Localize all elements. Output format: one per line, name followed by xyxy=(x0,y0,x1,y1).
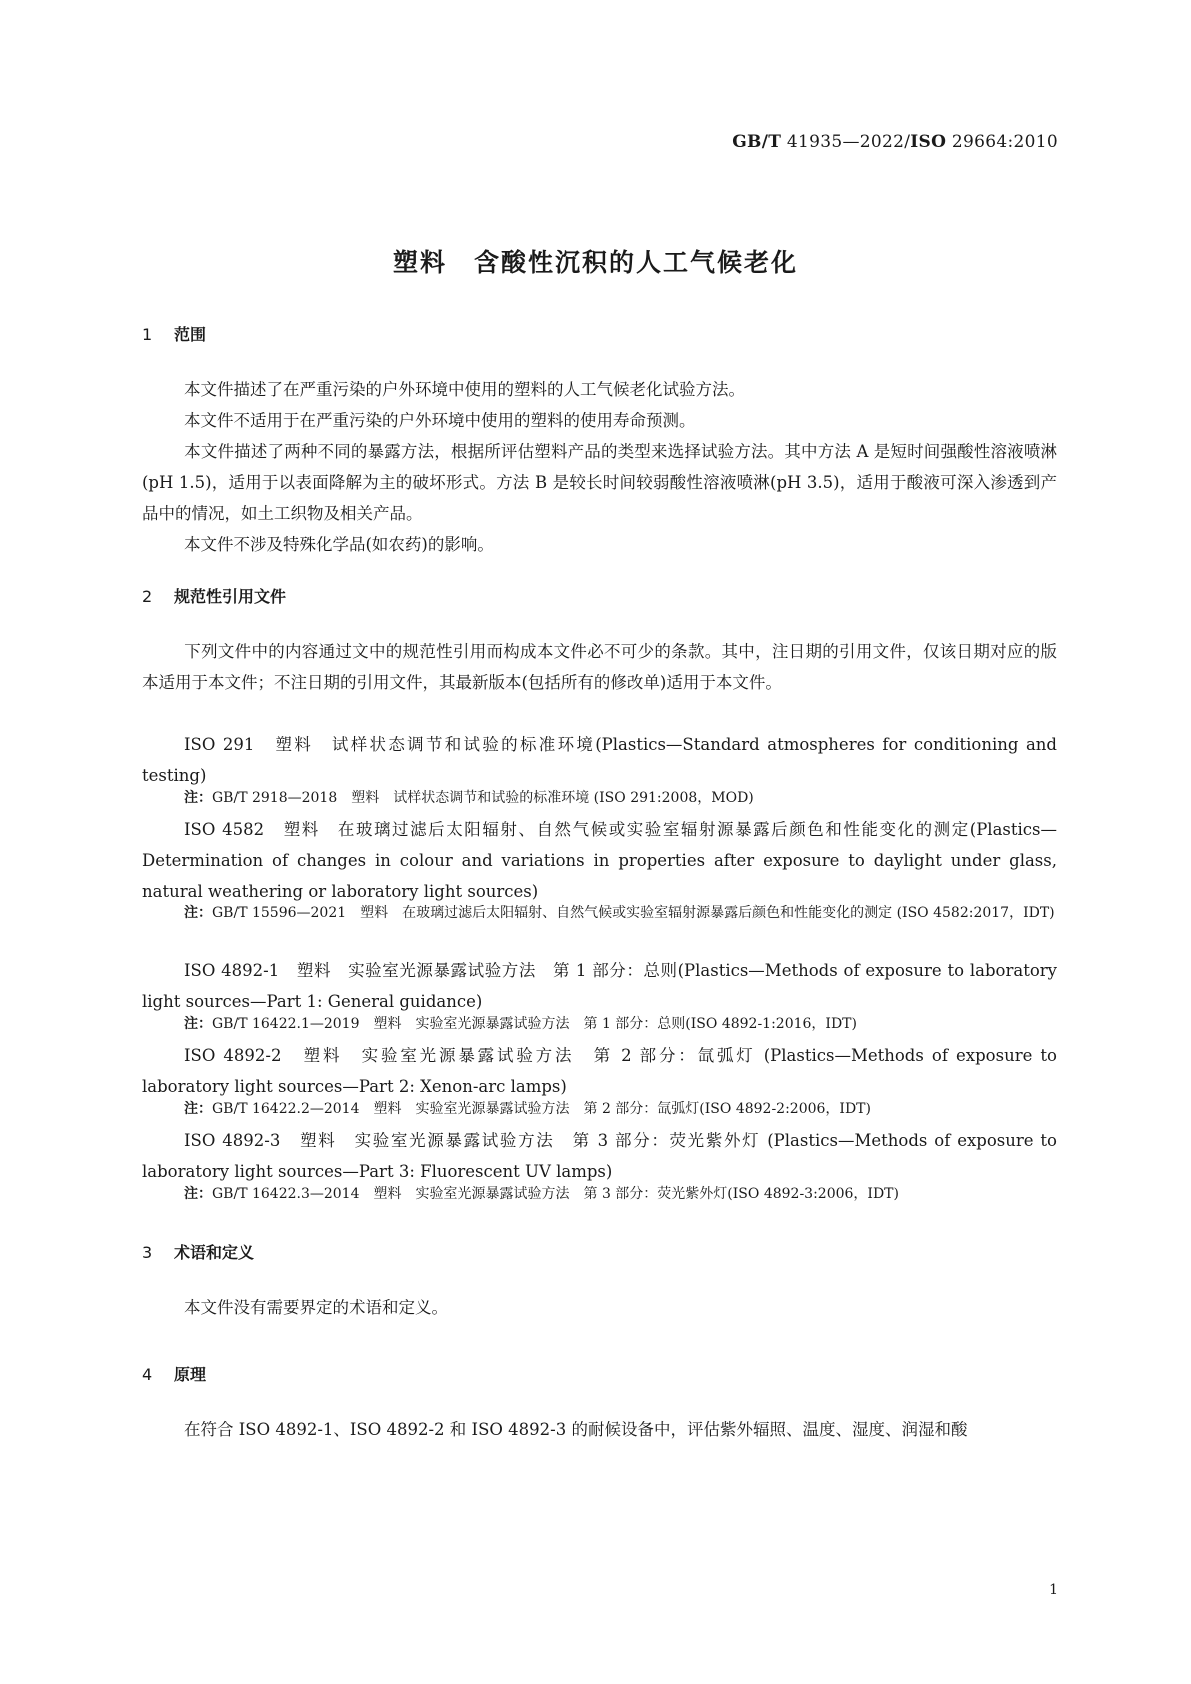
section-4-heading xyxy=(142,1362,206,1385)
reference-note xyxy=(184,1096,1057,1123)
standard-code xyxy=(732,132,1058,152)
reference-text: ISO 4892-2 塑料 实验室光源暴露试验方法 第 2 部分：氙弧灯 (Plastics—Methods of exposure to laboratory light sources—Part 2: Xenon-arc lamps) xyxy=(142,1046,1057,1096)
note-text: GB/T 2918—2018 塑料 试样状态调节和试验的标准环境 (ISO 291:2008，MOD) xyxy=(212,790,754,806)
reference-note xyxy=(184,1181,1057,1208)
note-label: 注： xyxy=(184,1016,212,1032)
paragraph-text: 本文件描述了在严重污染的户外环境中使用的塑料的人工气候老化试验方法。 xyxy=(184,380,745,399)
paragraph xyxy=(142,529,1057,560)
note-text: GB/T 16422.2—2014 塑料 实验室光源暴露试验方法 第 2 部分：氙弧灯(ISO 4892-2:2006，IDT) xyxy=(212,1101,871,1117)
section-number: 3 xyxy=(142,1243,153,1262)
reference-text: ISO 291 塑料 试样状态调节和试验的标准环境(Plastics—Standard atmospheres for conditioning and testing) xyxy=(142,735,1057,785)
paragraph xyxy=(142,1414,1057,1445)
paragraph-text: 下列文件中的内容通过文中的规范性引用而构成本文件必不可少的条款。其中，注日期的引用文件，仅该日期对应的版本适用于本文件；不注日期的引用文件，其最新版本(包括所有的修改单)适用于本文件。 xyxy=(142,642,1057,692)
reference-item xyxy=(142,729,1057,791)
section-2-heading xyxy=(142,584,286,607)
reference-item xyxy=(142,955,1057,1017)
note-label: 注： xyxy=(184,1186,212,1202)
note-text: GB/T 15596—2021 塑料 在玻璃过滤后太阳辐射、自然气候或实验室辐射源暴露后颜色和性能变化的测定 (ISO 4582:2017，IDT) xyxy=(212,905,1055,921)
section-number: 4 xyxy=(142,1365,153,1384)
reference-note xyxy=(184,900,1057,927)
section-number: 1 xyxy=(142,325,153,344)
page-number: 1 xyxy=(1049,1582,1058,1598)
iso-code: 29664:2010 xyxy=(946,132,1058,152)
paragraph-text: 在符合 ISO 4892-1、ISO 4892-2 和 ISO 4892-3 的耐候设备中，评估紫外辐照、温度、湿度、润湿和酸 xyxy=(184,1420,968,1439)
note-label: 注： xyxy=(184,790,212,806)
paragraph-text: 本文件不涉及特殊化学品(如农药)的影响。 xyxy=(184,535,494,554)
reference-item xyxy=(142,1040,1057,1102)
paragraph-text: 本文件描述了两种不同的暴露方法，根据所评估塑料产品的类型来选择试验方法。其中方法 A 是短时间强酸性溶液喷淋(pH 1.5)，适用于以表面降解为主的破坏形式。方法 B 是较长时间较弱酸性溶液喷淋(pH 3.5)，适用于酸液可深入渗透到产品中的情况，如土工织物及相关产品。 xyxy=(142,442,1057,523)
gb-code: 41935—2022/ xyxy=(781,132,911,152)
note-text: GB/T 16422.1—2019 塑料 实验室光源暴露试验方法 第 1 部分：总则(ISO 4892-1:2016，IDT) xyxy=(212,1016,857,1032)
section-1-heading xyxy=(142,322,206,345)
reference-text: ISO 4892-3 塑料 实验室光源暴露试验方法 第 3 部分：荧光紫外灯 (Plastics—Methods of exposure to laboratory light sources—Part 3: Fluorescent UV lamps) xyxy=(142,1131,1057,1181)
iso-prefix: ISO xyxy=(910,132,947,152)
paragraph xyxy=(142,436,1057,529)
gb-prefix: GB/T xyxy=(732,132,782,152)
reference-text: ISO 4892-1 塑料 实验室光源暴露试验方法 第 1 部分：总则(Plastics—Methods of exposure to laboratory light sources—Part 1: General guidance) xyxy=(142,961,1057,1011)
paragraph-text: 本文件没有需要界定的术语和定义。 xyxy=(184,1298,448,1317)
reference-item xyxy=(142,814,1057,907)
paragraph xyxy=(142,1292,1057,1323)
section-number: 2 xyxy=(142,587,153,606)
paragraph xyxy=(142,405,1057,436)
document-title: 塑料 含酸性沉积的人工气候老化 xyxy=(392,248,798,277)
paragraph xyxy=(142,374,1057,405)
paragraph-text: 本文件不适用于在严重污染的户外环境中使用的塑料的使用寿命预测。 xyxy=(184,411,696,430)
reference-note xyxy=(184,785,1057,812)
section-title: 范围 xyxy=(174,325,207,344)
reference-text: ISO 4582 塑料 在玻璃过滤后太阳辐射、自然气候或实验室辐射源暴露后颜色和性能变化的测定(Plastics—Determination of changes in colour and variations in properties after exposure to daylight under glass, natural weathering or laboratory light sources) xyxy=(142,820,1057,901)
note-text: GB/T 16422.3—2014 塑料 实验室光源暴露试验方法 第 3 部分：荧光紫外灯(ISO 4892-3:2006，IDT) xyxy=(212,1186,899,1202)
section-3-heading xyxy=(142,1240,254,1263)
section-title: 术语和定义 xyxy=(174,1243,255,1262)
paragraph xyxy=(142,636,1057,698)
note-label: 注： xyxy=(184,1101,212,1117)
section-title: 原理 xyxy=(174,1365,207,1384)
reference-note xyxy=(184,1011,1057,1038)
section-title: 规范性引用文件 xyxy=(174,587,287,606)
reference-item xyxy=(142,1125,1057,1187)
note-label: 注： xyxy=(184,905,212,921)
